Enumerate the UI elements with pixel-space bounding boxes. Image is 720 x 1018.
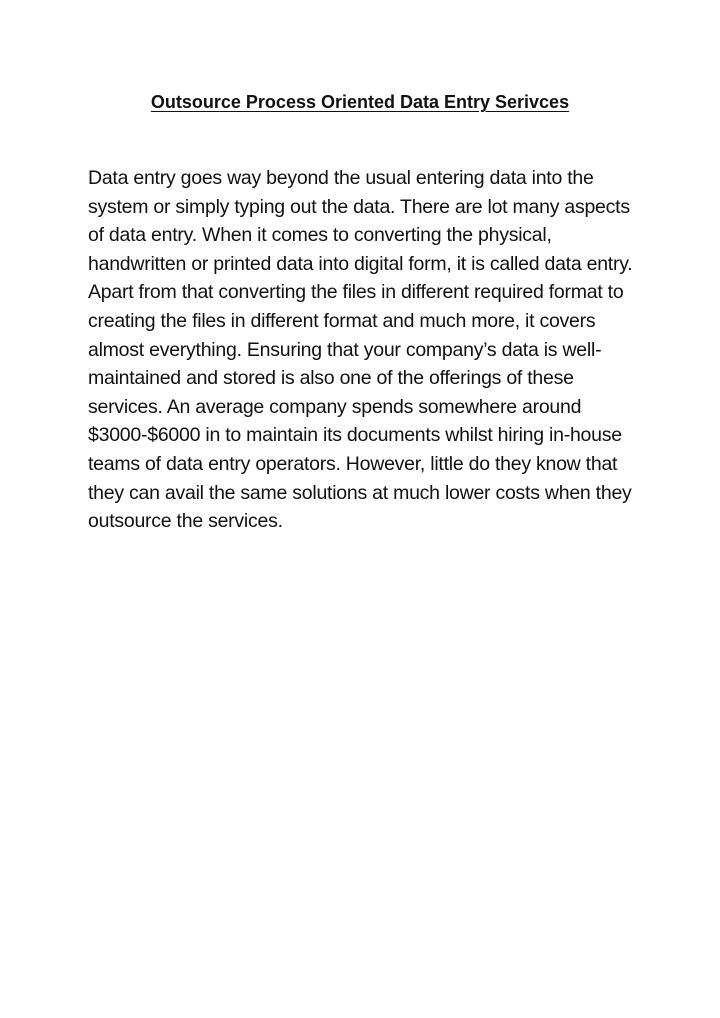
- document-body-paragraph: Data entry goes way beyond the usual entering data into the system or simply typing out the data. There are lot many aspects of data entry. When it comes to converting the physical, handwritten or printed data into digital form, it is called data entry. Apart from that converting the files in different required format to creating the files in different format and much more, it covers almost everything. Ensuring that your company’s data is well-maintained and stored is also one of the offerings of these services. An average company spends somewhere around $3000-$6000 in to maintain its documents whilst hiring in-house teams of data entry operators. However, little do they know that they can avail the same solutions at much lower costs when they outsource the services.: [88, 167, 633, 533]
- document-title: Outsource Process Oriented Data Entry Serivces: [150, 92, 570, 112]
